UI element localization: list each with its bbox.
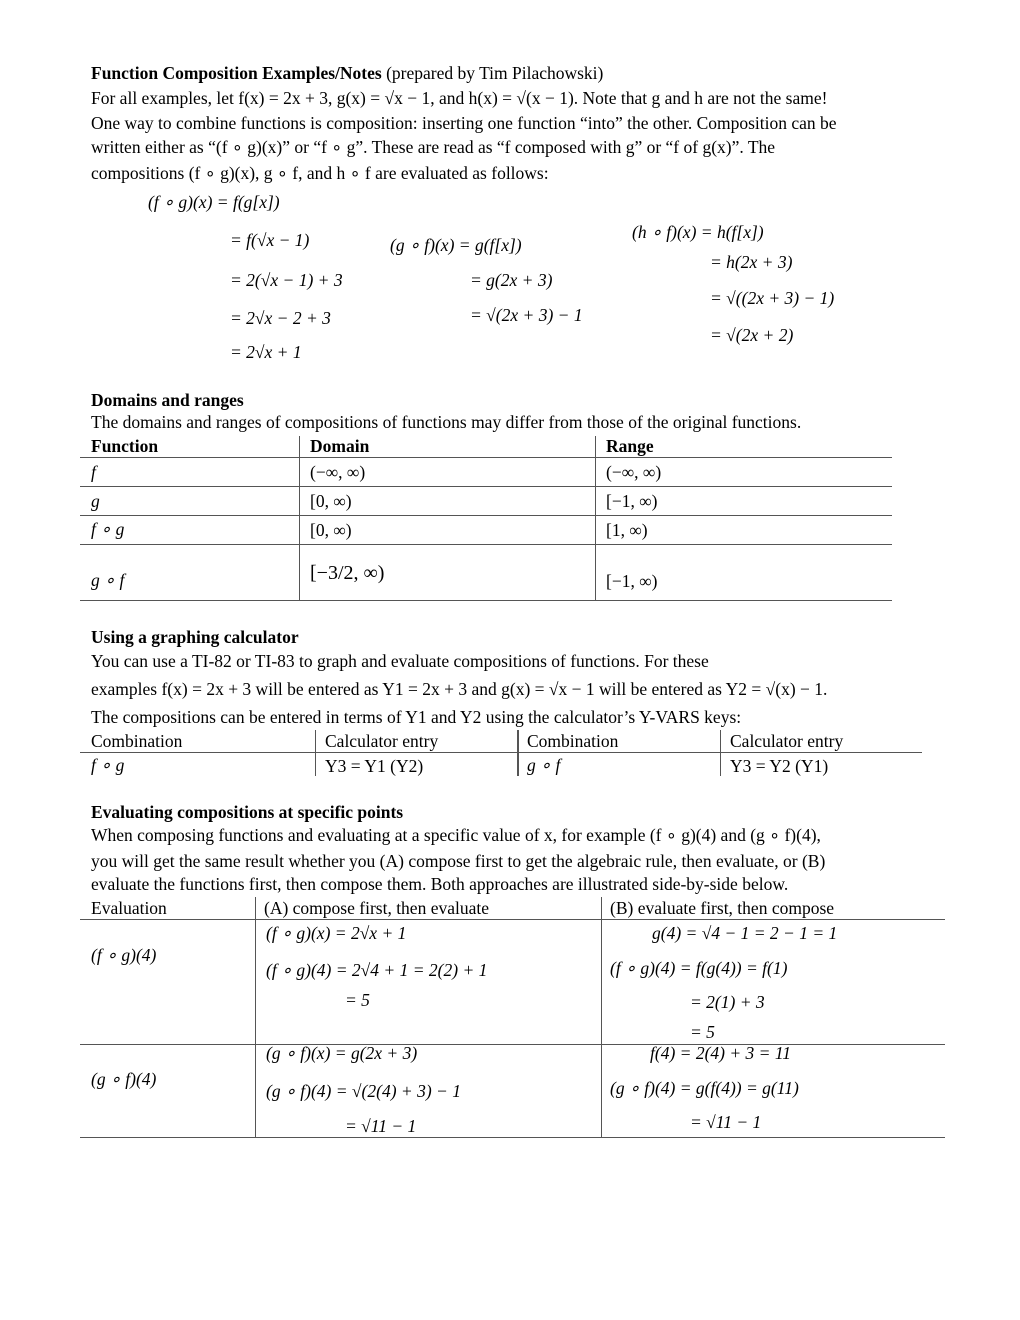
approach-b-step: = √11 − 1	[690, 1112, 762, 1132]
table-header: Calculator entry	[325, 731, 439, 751]
approach-b-step: g(4) = √4 − 1 = 2 − 1 = 1	[652, 923, 838, 943]
table-cell: [−1, ∞)	[606, 491, 658, 511]
title-author: (prepared by Tim Pilachowski)	[381, 63, 604, 83]
section-text: When composing functions and evaluating at a specific value of x, for example (f ∘ g)(4) and (g ∘ f)(4),	[91, 825, 821, 845]
title-bold: Function Composition Examples/Notes	[91, 63, 382, 83]
derivation-fg: = 2√x − 2 + 3	[230, 308, 331, 328]
approach-a-step: = 5	[345, 990, 370, 1010]
table-cell: [−3/2, ∞)	[310, 562, 385, 584]
table-cell: (−∞, ∞)	[310, 462, 366, 482]
table-cell: g ∘ f	[527, 755, 561, 775]
table-cell: g ∘ f	[91, 570, 125, 590]
intro-line: One way to combine functions is composition: inserting one function “into” the other. Composition can be	[91, 113, 837, 133]
section-heading: Domains and ranges	[91, 390, 244, 410]
approach-b-step: = 2(1) + 3	[690, 992, 765, 1012]
table-cell: [0, ∞)	[310, 491, 352, 511]
approach-a-step: (g ∘ f)(4) = √(2(4) + 3) − 1	[266, 1081, 461, 1101]
approach-a-step: (g ∘ f)(x) = g(2x + 3)	[266, 1043, 418, 1063]
section-heading: Using a graphing calculator	[91, 627, 299, 647]
evaluation-label: (g ∘ f)(4)	[91, 1069, 157, 1089]
intro-line: written either as “(f ∘ g)(x)” or “f ∘ g”. These are read as “f composed with g” or “f of g(x)”. The	[91, 137, 776, 157]
derivation-hf: (h ∘ f)(x) = h(f[x])	[632, 222, 764, 242]
derivation-hf: = h(2x + 3)	[710, 252, 793, 272]
table-cell: f	[91, 462, 96, 482]
section-text: You can use a TI-82 or TI-83 to graph and evaluate compositions of functions. For these	[91, 651, 709, 671]
table-cell: f ∘ g	[91, 755, 125, 775]
table-cell: Y3 = Y2 (Y1)	[730, 756, 829, 776]
derivation-fg: = 2√x + 1	[230, 342, 302, 362]
section-text: examples f(x) = 2x + 3 will be entered as Y1 = 2x + 3 and g(x) = √x − 1 will be entered as Y2 = √(x) − 1.	[91, 679, 828, 699]
table-cell: [1, ∞)	[606, 520, 648, 540]
approach-b-step: = 5	[690, 1022, 715, 1042]
derivation-hf: = √((2x + 3) − 1)	[710, 288, 835, 308]
table-cell: g	[91, 491, 100, 511]
approach-b-step: (g ∘ f)(4) = g(f(4)) = g(11)	[610, 1078, 799, 1098]
table-cell: f ∘ g	[91, 519, 125, 539]
approach-a-step: (f ∘ g)(4) = 2√4 + 1 = 2(2) + 1	[266, 960, 488, 980]
table-cell: Y3 = Y1 (Y2)	[325, 756, 424, 776]
evaluation-label: (f ∘ g)(4)	[91, 945, 157, 965]
table-cell: [0, ∞)	[310, 520, 352, 540]
approach-a-step: = √11 − 1	[345, 1116, 417, 1136]
derivation-fg: = 2(√x − 1) + 3	[230, 270, 343, 290]
table-header: Combination	[527, 731, 619, 751]
table-cell: [−1, ∞)	[606, 571, 658, 591]
intro-line: compositions (f ∘ g)(x), g ∘ f, and h ∘ f are evaluated as follows:	[91, 163, 549, 183]
derivation-gf: (g ∘ f)(x) = g(f[x])	[390, 235, 522, 255]
table-header: Domain	[310, 436, 370, 456]
table-cell: (−∞, ∞)	[606, 462, 662, 482]
table-header: Range	[606, 436, 654, 456]
table-header: Evaluation	[91, 898, 167, 918]
table-header: (A) compose first, then evaluate	[264, 898, 489, 918]
section-text: The compositions can be entered in terms of Y1 and Y2 using the calculator’s Y-VARS keys:	[91, 707, 742, 727]
section-text: you will get the same result whether you (A) compose first to get the algebraic rule, then evaluate, or (B)	[91, 851, 826, 871]
derivation-gf: = √(2x + 3) − 1	[470, 305, 583, 325]
section-text: The domains and ranges of compositions of functions may differ from those of the original functions.	[91, 412, 802, 432]
intro-line: For all examples, let f(x) = 2x + 3, g(x) = √x − 1, and h(x) = √(x − 1). Note that g and h are not the same!	[91, 88, 828, 108]
approach-a-step: (f ∘ g)(x) = 2√x + 1	[266, 923, 407, 943]
table-header: Combination	[91, 731, 183, 751]
derivation-fg: (f ∘ g)(x) = f(g[x])	[148, 192, 280, 212]
approach-b-step: (f ∘ g)(4) = f(g(4)) = f(1)	[610, 958, 788, 978]
approach-b-step: f(4) = 2(4) + 3 = 11	[650, 1043, 792, 1063]
section-heading: Evaluating compositions at specific points	[91, 802, 404, 822]
table-header: Calculator entry	[730, 731, 844, 751]
derivation-fg: = f(√x − 1)	[230, 230, 310, 250]
section-text: evaluate the functions first, then compose them. Both approaches are illustrated side-by-side below.	[91, 874, 789, 894]
document-title	[91, 62, 603, 84]
derivation-gf: = g(2x + 3)	[470, 270, 553, 290]
table-header: (B) evaluate first, then compose	[610, 898, 835, 918]
derivation-hf: = √(2x + 2)	[710, 325, 794, 345]
table-header: Function	[91, 436, 159, 456]
